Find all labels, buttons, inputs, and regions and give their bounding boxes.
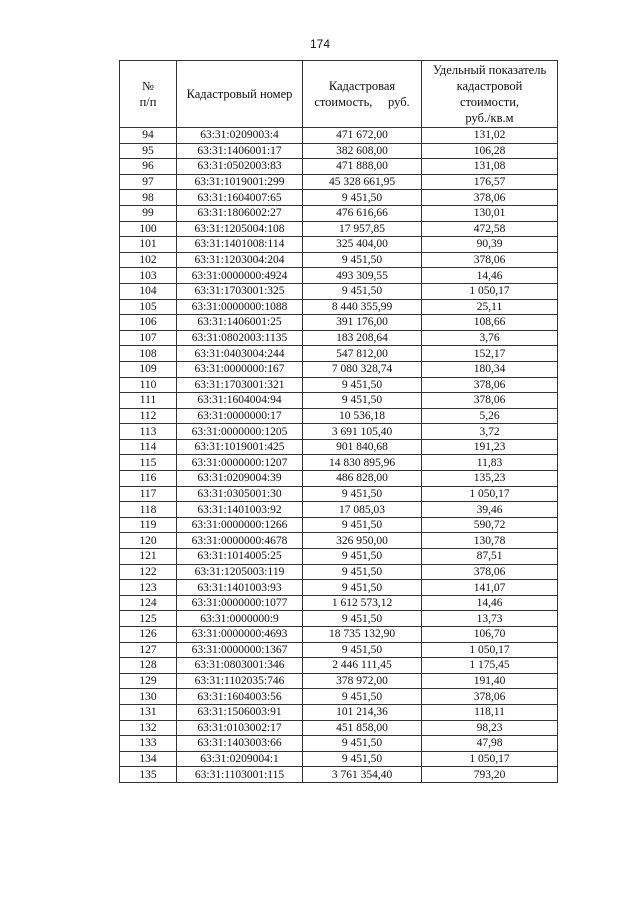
row-number-cell: 97 (120, 174, 177, 190)
table-row (120, 346, 558, 362)
specific-value-cell: 378,06 (422, 689, 558, 705)
header-cadastral-number (177, 61, 303, 128)
cadastral-value-cell: 9 451,50 (303, 564, 422, 580)
row-number-cell: 121 (120, 549, 177, 565)
row-number-cell: 98 (120, 190, 177, 206)
specific-value-cell: 3,72 (422, 424, 558, 440)
row-number-cell: 110 (120, 377, 177, 393)
specific-value-cell: 590,72 (422, 517, 558, 533)
specific-value-cell: 378,06 (422, 190, 558, 206)
cadastral-number-cell: 63:31:0000000:1205 (177, 424, 303, 440)
header-line: Кадастровый номер (186, 87, 293, 101)
specific-value-cell: 87,51 (422, 549, 558, 565)
specific-value-cell: 47,98 (422, 736, 558, 752)
table-row (120, 283, 558, 299)
row-number-cell: 116 (120, 471, 177, 487)
cadastral-value-cell: 326 950,00 (303, 533, 422, 549)
cadastral-number-cell: 63:31:1604004:94 (177, 393, 303, 409)
table-body (120, 128, 558, 783)
cadastral-number-cell: 63:31:0000000:9 (177, 611, 303, 627)
cadastral-value-cell: 18 735 132,90 (303, 627, 422, 643)
row-number-cell: 117 (120, 486, 177, 502)
row-number-cell: 125 (120, 611, 177, 627)
table-row (120, 205, 558, 221)
cadastral-number-cell: 63:31:1203004:204 (177, 252, 303, 268)
row-number-cell: 131 (120, 704, 177, 720)
cadastral-value-cell: 9 451,50 (303, 283, 422, 299)
row-number-cell: 127 (120, 642, 177, 658)
cadastral-value-cell: 325 404,00 (303, 237, 422, 253)
specific-value-cell: 90,39 (422, 237, 558, 253)
cadastral-number-cell: 63:31:0000000:17 (177, 408, 303, 424)
table-row (120, 704, 558, 720)
specific-value-cell: 130,78 (422, 533, 558, 549)
row-number-cell: 130 (120, 689, 177, 705)
table-row (120, 128, 558, 144)
cadastral-value-cell: 391 176,00 (303, 315, 422, 331)
specific-value-cell: 3,76 (422, 330, 558, 346)
specific-value-cell: 1 050,17 (422, 486, 558, 502)
cadastral-value-cell: 183 208,64 (303, 330, 422, 346)
cadastral-number-cell: 63:31:0305001:30 (177, 486, 303, 502)
row-number-cell: 132 (120, 720, 177, 736)
cadastral-value-cell: 9 451,50 (303, 642, 422, 658)
table-row (120, 502, 558, 518)
row-number-cell: 113 (120, 424, 177, 440)
table-row (120, 751, 558, 767)
row-number-cell: 104 (120, 283, 177, 299)
cadastral-value-cell: 14 830 895,96 (303, 455, 422, 471)
cadastral-value-cell: 9 451,50 (303, 751, 422, 767)
cadastral-value-cell: 9 451,50 (303, 689, 422, 705)
table-row (120, 627, 558, 643)
specific-value-cell: 5,26 (422, 408, 558, 424)
cadastral-number-cell: 63:31:1403003:66 (177, 736, 303, 752)
cadastral-value-cell: 45 328 661,95 (303, 174, 422, 190)
table-row (120, 642, 558, 658)
cadastral-value-cell: 7 080 328,74 (303, 361, 422, 377)
table-row (120, 159, 558, 175)
cadastral-number-cell: 63:31:0000000:4678 (177, 533, 303, 549)
specific-value-cell: 191,40 (422, 673, 558, 689)
cadastral-value-cell: 382 608,00 (303, 143, 422, 159)
cadastral-value-cell: 101 214,36 (303, 704, 422, 720)
specific-value-cell: 108,66 (422, 315, 558, 331)
cadastral-value-cell: 9 451,50 (303, 393, 422, 409)
cadastral-value-cell: 493 309,55 (303, 268, 422, 284)
specific-value-cell: 106,28 (422, 143, 558, 159)
cadastral-number-cell: 63:31:1019001:425 (177, 439, 303, 455)
cadastral-number-cell: 63:31:0000000:1077 (177, 595, 303, 611)
cadastral-number-cell: 63:31:1401008:114 (177, 237, 303, 253)
table-row (120, 720, 558, 736)
cadastral-value-cell: 9 451,50 (303, 252, 422, 268)
table-row (120, 330, 558, 346)
cadastral-number-cell: 63:31:1102035:746 (177, 673, 303, 689)
header-line: п/п (139, 95, 157, 109)
cadastral-number-cell: 63:31:1401003:92 (177, 502, 303, 518)
table-row (120, 237, 558, 253)
specific-value-cell: 39,46 (422, 502, 558, 518)
cadastral-value-cell: 9 451,50 (303, 377, 422, 393)
cadastral-value-cell: 17 957,85 (303, 221, 422, 237)
table-row (120, 736, 558, 752)
cadastral-number-cell: 63:31:0209004:39 (177, 471, 303, 487)
row-number-cell: 114 (120, 439, 177, 455)
specific-value-cell: 378,06 (422, 377, 558, 393)
row-number-cell: 133 (120, 736, 177, 752)
header-line: стоимость, руб. (314, 95, 410, 109)
cadastral-number-cell: 63:31:0209004:1 (177, 751, 303, 767)
row-number-cell: 99 (120, 205, 177, 221)
cadastral-table (119, 60, 558, 783)
specific-value-cell: 130,01 (422, 205, 558, 221)
cadastral-value-cell: 9 451,50 (303, 580, 422, 596)
row-number-cell: 100 (120, 221, 177, 237)
cadastral-value-cell: 476 616,66 (303, 205, 422, 221)
cadastral-value-cell: 17 085,03 (303, 502, 422, 518)
cadastral-number-cell: 63:31:1703001:321 (177, 377, 303, 393)
row-number-cell: 118 (120, 502, 177, 518)
row-number-cell: 128 (120, 658, 177, 674)
specific-value-cell: 472,58 (422, 221, 558, 237)
cadastral-number-cell: 63:31:0000000:4924 (177, 268, 303, 284)
cadastral-value-cell: 471 888,00 (303, 159, 422, 175)
row-number-cell: 107 (120, 330, 177, 346)
row-number-cell: 101 (120, 237, 177, 253)
cadastral-number-cell: 63:31:1401003:93 (177, 580, 303, 596)
row-number-cell: 94 (120, 128, 177, 144)
row-number-cell: 124 (120, 595, 177, 611)
cadastral-number-cell: 63:31:0403004:244 (177, 346, 303, 362)
specific-value-cell: 1 050,17 (422, 283, 558, 299)
table-row (120, 315, 558, 331)
cadastral-number-cell: 63:31:0000000:1266 (177, 517, 303, 533)
row-number-cell: 103 (120, 268, 177, 284)
cadastral-number-cell: 63:31:1806002:27 (177, 205, 303, 221)
row-number-cell: 134 (120, 751, 177, 767)
cadastral-number-cell: 63:31:0103002:17 (177, 720, 303, 736)
specific-value-cell: 11,83 (422, 455, 558, 471)
cadastral-value-cell: 9 451,50 (303, 190, 422, 206)
cadastral-number-cell: 63:31:0802003:1135 (177, 330, 303, 346)
table-row (120, 595, 558, 611)
row-number-cell: 123 (120, 580, 177, 596)
cadastral-number-cell: 63:31:1205003:119 (177, 564, 303, 580)
specific-value-cell: 141,07 (422, 580, 558, 596)
cadastral-number-cell: 63:31:1703001:325 (177, 283, 303, 299)
table-row (120, 439, 558, 455)
cadastral-number-cell: 63:31:1604003:56 (177, 689, 303, 705)
cadastral-value-cell: 547 812,00 (303, 346, 422, 362)
row-number-cell: 109 (120, 361, 177, 377)
table-row (120, 221, 558, 237)
specific-value-cell: 378,06 (422, 564, 558, 580)
header-line: руб./кв.м (465, 111, 514, 125)
cadastral-number-cell: 63:31:0803001:346 (177, 658, 303, 674)
table-row (120, 486, 558, 502)
specific-value-cell: 118,11 (422, 704, 558, 720)
header-specific-value (422, 61, 558, 128)
table-row (120, 689, 558, 705)
cadastral-number-cell: 63:31:0000000:1088 (177, 299, 303, 315)
cadastral-number-cell: 63:31:0000000:1207 (177, 455, 303, 471)
specific-value-cell: 131,08 (422, 159, 558, 175)
specific-value-cell: 98,23 (422, 720, 558, 736)
cadastral-value-cell: 3 761 354,40 (303, 767, 422, 783)
row-number-cell: 95 (120, 143, 177, 159)
cadastral-number-cell: 63:31:0209003:4 (177, 128, 303, 144)
table-row (120, 393, 558, 409)
table-row (120, 533, 558, 549)
header-row-number (120, 61, 177, 128)
header-line: Кадастровая (328, 79, 396, 93)
cadastral-value-cell: 486 828,00 (303, 471, 422, 487)
cadastral-value-cell: 10 536,18 (303, 408, 422, 424)
cadastral-number-cell: 63:31:0000000:4693 (177, 627, 303, 643)
specific-value-cell: 191,23 (422, 439, 558, 455)
cadastral-number-cell: 63:31:1406001:25 (177, 315, 303, 331)
table-row (120, 377, 558, 393)
table-row (120, 299, 558, 315)
row-number-cell: 102 (120, 252, 177, 268)
cadastral-number-cell: 63:31:0000000:1367 (177, 642, 303, 658)
specific-value-cell: 25,11 (422, 299, 558, 315)
row-number-cell: 120 (120, 533, 177, 549)
table-row (120, 268, 558, 284)
specific-value-cell: 106,70 (422, 627, 558, 643)
row-number-cell: 135 (120, 767, 177, 783)
cadastral-value-cell: 9 451,50 (303, 549, 422, 565)
specific-value-cell: 378,06 (422, 252, 558, 268)
table-row (120, 190, 558, 206)
table-row (120, 564, 558, 580)
specific-value-cell: 1 050,17 (422, 751, 558, 767)
table-row (120, 361, 558, 377)
specific-value-cell: 1 050,17 (422, 642, 558, 658)
specific-value-cell: 1 175,45 (422, 658, 558, 674)
table-row (120, 549, 558, 565)
header-line: стоимости, (459, 95, 520, 109)
row-number-cell: 111 (120, 393, 177, 409)
specific-value-cell: 135,23 (422, 471, 558, 487)
header-cadastral-value (303, 61, 422, 128)
table-row (120, 658, 558, 674)
row-number-cell: 105 (120, 299, 177, 315)
cadastral-number-cell: 63:31:1014005:25 (177, 549, 303, 565)
cadastral-value-cell: 9 451,50 (303, 736, 422, 752)
row-number-cell: 119 (120, 517, 177, 533)
specific-value-cell: 180,34 (422, 361, 558, 377)
table-row (120, 174, 558, 190)
cadastral-value-cell: 451 858,00 (303, 720, 422, 736)
header-line: Удельный показатель (432, 63, 547, 77)
cadastral-value-cell: 3 691 105,40 (303, 424, 422, 440)
row-number-cell: 115 (120, 455, 177, 471)
table-row (120, 455, 558, 471)
specific-value-cell: 14,46 (422, 595, 558, 611)
row-number-cell: 106 (120, 315, 177, 331)
cadastral-number-cell: 63:31:0502003:83 (177, 159, 303, 175)
cadastral-value-cell: 471 672,00 (303, 128, 422, 144)
specific-value-cell: 14,46 (422, 268, 558, 284)
table-row (120, 408, 558, 424)
cadastral-value-cell: 9 451,50 (303, 611, 422, 627)
cadastral-number-cell: 63:31:1604007:65 (177, 190, 303, 206)
specific-value-cell: 152,17 (422, 346, 558, 362)
cadastral-number-cell: 63:31:1406001:17 (177, 143, 303, 159)
table-row (120, 767, 558, 783)
header-line: № (142, 79, 154, 93)
table-row (120, 143, 558, 159)
cadastral-number-cell: 63:31:0000000:167 (177, 361, 303, 377)
table-row (120, 580, 558, 596)
row-number-cell: 126 (120, 627, 177, 643)
row-number-cell: 129 (120, 673, 177, 689)
table-row (120, 471, 558, 487)
header-line: кадастровой (456, 79, 523, 93)
page-number: 174 (309, 37, 331, 51)
cadastral-value-cell: 1 612 573,12 (303, 595, 422, 611)
table-row (120, 424, 558, 440)
cadastral-number-cell: 63:31:1205004:108 (177, 221, 303, 237)
specific-value-cell: 131,02 (422, 128, 558, 144)
specific-value-cell: 176,57 (422, 174, 558, 190)
table-row (120, 673, 558, 689)
table-row (120, 252, 558, 268)
row-number-cell: 122 (120, 564, 177, 580)
cadastral-number-cell: 63:31:1103001:115 (177, 767, 303, 783)
cadastral-value-cell: 8 440 355,99 (303, 299, 422, 315)
cadastral-value-cell: 901 840,68 (303, 439, 422, 455)
row-number-cell: 96 (120, 159, 177, 175)
specific-value-cell: 793,20 (422, 767, 558, 783)
cadastral-number-cell: 63:31:1506003:91 (177, 704, 303, 720)
table-row (120, 517, 558, 533)
specific-value-cell: 13,73 (422, 611, 558, 627)
specific-value-cell: 378,06 (422, 393, 558, 409)
row-number-cell: 112 (120, 408, 177, 424)
table-row (120, 611, 558, 627)
cadastral-value-cell: 9 451,50 (303, 486, 422, 502)
cadastral-value-cell: 2 446 111,45 (303, 658, 422, 674)
row-number-cell: 108 (120, 346, 177, 362)
cadastral-value-cell: 9 451,50 (303, 517, 422, 533)
table-header-row (120, 61, 558, 128)
cadastral-number-cell: 63:31:1019001:299 (177, 174, 303, 190)
cadastral-value-cell: 378 972,00 (303, 673, 422, 689)
